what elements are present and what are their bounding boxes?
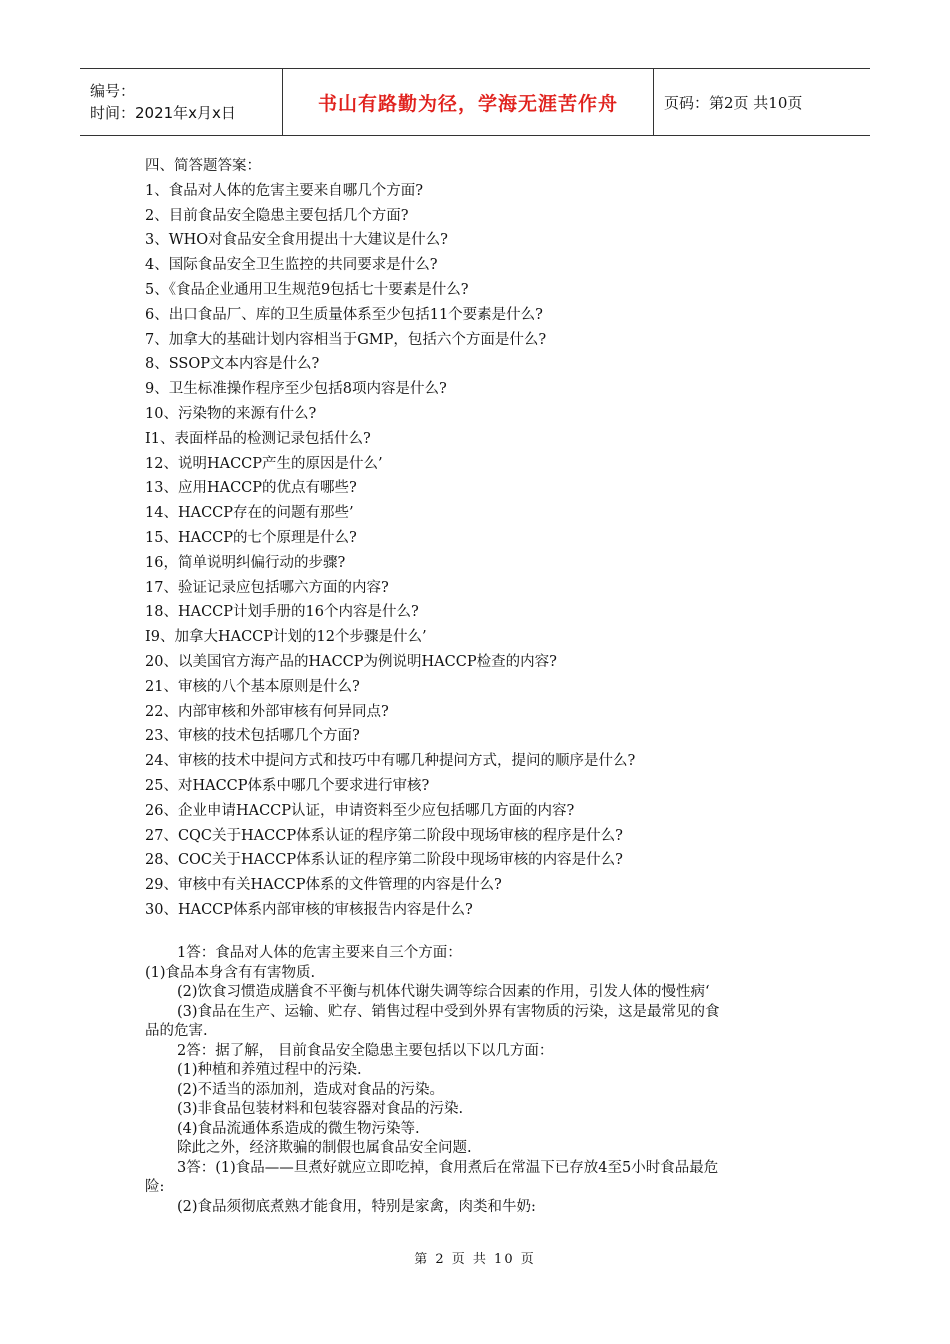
answer-line: 险: (145, 1179, 165, 1195)
answer-line: (3)非食品包装材料和包装容器对食品的污染. (177, 1101, 464, 1117)
question-item: 26、企业申请HACCP认证，申请资料至少应包括哪几方面的内容? (145, 802, 575, 819)
question-item: 27、CQC关于HACCP体系认证的程序第二阶段中现场审核的程序是什么? (145, 827, 623, 844)
answer-line: (2)食品须彻底煮熟才能食用，特别是家禽，肉类和牛奶: (177, 1198, 536, 1215)
answer-line: 品的危害. (145, 1023, 208, 1039)
question-item: 5、《食品企业通用卫生规范9包括七十要素是什么? (145, 281, 469, 298)
answer-line: 2答：据了解， 目前食品安全隐患主要包括以下以几方面： (177, 1042, 554, 1059)
question-item: 24、审核的技术中提问方式和技巧中有哪几种提问方式，提问的顺序是什么? (145, 753, 636, 770)
answer-line: 1答：食品对人体的危害主要来自三个方面： (177, 945, 462, 961)
header-motto-cell (282, 69, 654, 135)
question-item: 3、WHO对食品安全食用提出十大建议是什么? (145, 232, 448, 249)
question-item: I9、加拿大HACCP计划的12个步骤是什么’ (145, 629, 427, 646)
question-item: 17、验证记录应包括哪六方面的内容? (145, 579, 389, 596)
answer-line: (3)食品在生产、运输、贮存、销售过程中受到外界有害物质的污染，这是最常见的食 (177, 1003, 720, 1020)
question-item: 4、国际食品安全卫生监控的共同要求是什么? (145, 257, 438, 274)
section-title: 四、简答题答案： (145, 158, 261, 174)
question-item: 16，简单说明纠偏行动的步骤? (145, 554, 346, 571)
answer-line: (2)饮食习惯造成膳食不平衡与机体代谢失调等综合因素的作用，引发人体的慢性病‘ (177, 984, 710, 1000)
question-item: 8、SSOP文本内容是什么? (145, 356, 320, 373)
answer-line: (1)食品本身含有有害物质. (145, 964, 316, 981)
page-header (80, 68, 870, 136)
question-item: 1、食品对人体的危害主要来自哪几个方面? (145, 182, 423, 199)
question-item: 10、污染物的来源有什么? (145, 405, 317, 422)
answer-line: (2)不适当的添加剂，造成对食品的污染。 (177, 1081, 445, 1098)
question-item: 28、COC关于HACCP体系认证的程序第二阶段中现场审核的内容是什么? (145, 852, 623, 869)
question-item: 20、以美国官方海产品的HACCP为例说明HACCP检查的内容? (145, 653, 557, 670)
page-info: 页码：第2页 共10页 (664, 93, 803, 112)
question-item: 25、对HACCP体系中哪几个要求进行审核? (145, 777, 430, 794)
question-item: 21、审核的八个基本原则是什么? (145, 678, 360, 695)
header-meta (80, 69, 282, 135)
question-item: I1、表面样品的检测记录包括什么? (145, 430, 371, 447)
question-item: 9、卫生标准操作程序至少包括8项内容是什么? (145, 381, 447, 398)
question-item: 18、HACCP计划手册的16个内容是什么? (145, 604, 419, 621)
answer-line: (1)种植和养殖过程中的污染. (177, 1062, 362, 1078)
question-item: 15、HACCP的七个原理是什么? (145, 529, 357, 546)
page-footer: 第 2 页 共 10 页 (414, 1252, 536, 1267)
question-item: 12、说明HACCP产生的原因是什么’ (145, 455, 383, 472)
question-item: 30、HACCP体系内部审核的审核报告内容是什么? (145, 901, 473, 918)
answer-line: (4)食品流通体系造成的微生物污染等. (177, 1120, 420, 1137)
question-item: 7、加拿大的基础计划内容相当于GMP，包括六个方面是什么? (145, 331, 547, 348)
question-item: 6、出口食品厂、库的卫生质量体系至少包括11个要素是什么? (145, 306, 543, 323)
motto: 书山有路勤为径，学海无涯苦作舟 (317, 92, 618, 115)
question-item: 14、HACCP存在的问题有那些’ (145, 505, 354, 522)
question-item: 29、审核中有关HACCP体系的文件管理的内容是什么? (145, 877, 502, 894)
answer-line: 除此之外，经济欺骗的制假也属食品安全问题. (177, 1140, 472, 1156)
question-item: 13、应用HACCP的优点有哪些? (145, 480, 357, 497)
time-label: 时间：2021年x月x日 (90, 104, 236, 122)
number-label: 编号： (90, 82, 136, 100)
question-item: 23、审核的技术包括哪几个方面? (145, 728, 360, 745)
answer-section (145, 944, 815, 1217)
answer-line: 3答：(1)食品——旦煮好就应立即吃掉，食用煮后在常温下已存放4至5小时食品最危 (177, 1159, 719, 1176)
header-page-info (654, 69, 870, 135)
question-item: 2、目前食品安全隐患主要包括几个方面? (145, 207, 409, 224)
question-list (145, 154, 825, 923)
question-item: 22、内部审核和外部审核有何异同点? (145, 703, 389, 720)
